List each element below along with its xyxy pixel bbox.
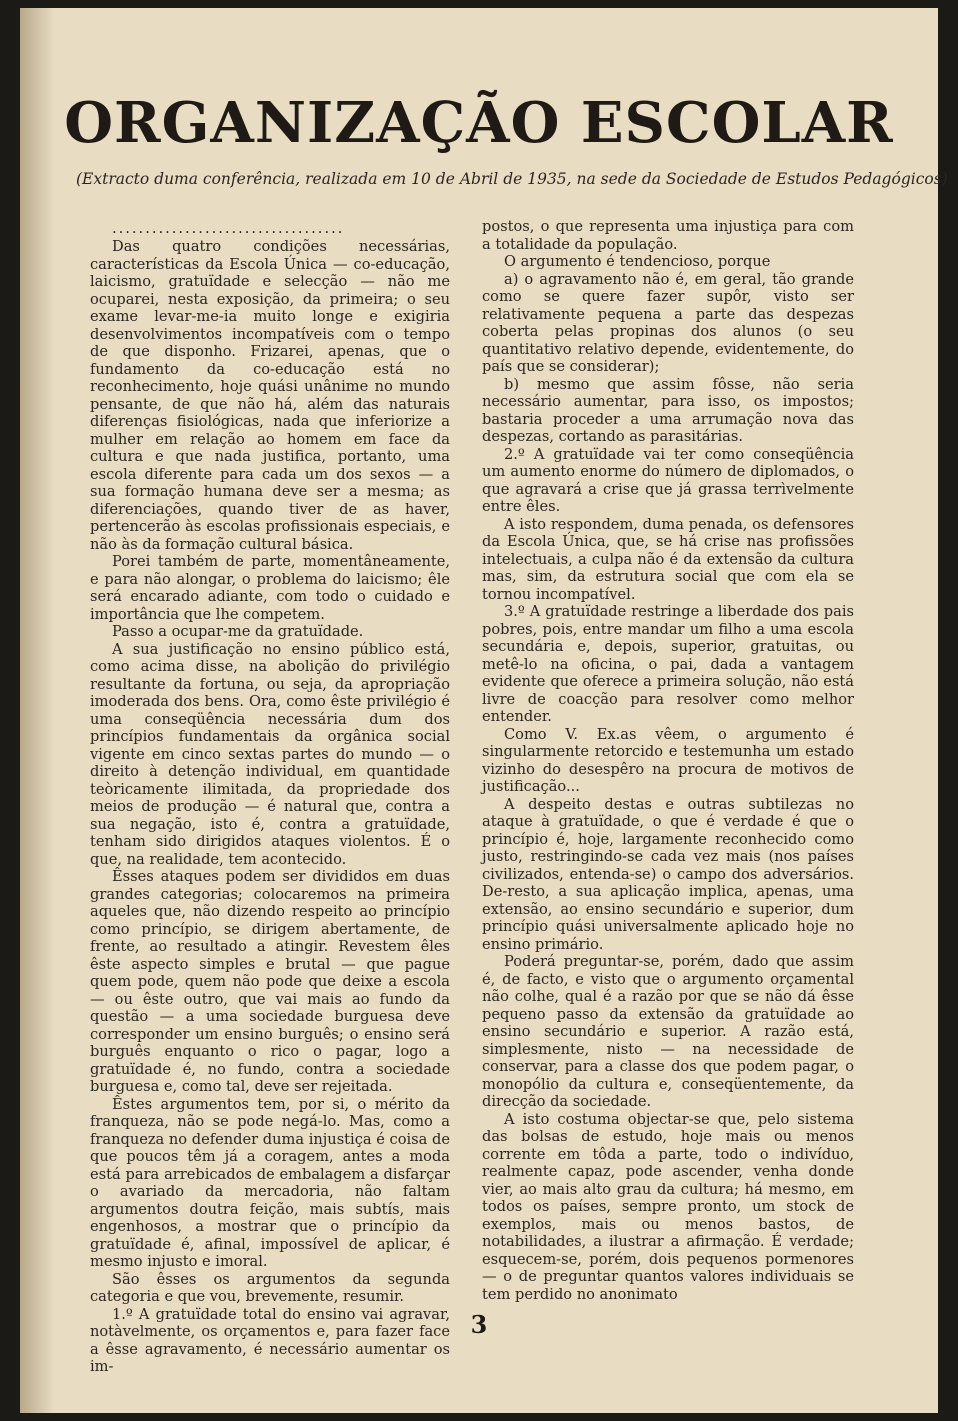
paragraph: Das quatro condições necessárias, características da Escola Única — co-educação, laicismo, gratuïdade e selecção — não me ocuparei, nesta exposição, da primeira; o seu exame levar-me-ia muito longe e exigiria desenvolvimentos incompatíveis com o tempo de que disponho. Frizarei, apenas, que o fundamento da co-educação está no reconhecimento, hoje quási unânime no mundo pensante, de que não há, além das naturais diferenças fisiológicas, nada que inferiorize a mulher em relação ao homem em face da cultura e que nada justifica, portanto, uma escola diferente para cada um dos sexos — a sua formação humana deve ser a mesma; as diferenciações, quando tiver de as haver, pertencerão às escolas profissionais especiais, e não às da formação cultural básica. (90, 238, 450, 553)
paragraph: Porei também de parte, momentâneamente, e para não alongar, o problema do laicismo; êle será encarado adiante, com todo o cuidado e importância que lhe competem. (90, 553, 450, 623)
page-spine-shadow (20, 8, 54, 1413)
paragraph: 3.º A gratuïdade restringe a liberdade dos pais pobres, pois, entre mandar um filho a uma escola secundária e, depois, superior, gratuitas, ou metê-lo na oficina, o pai, dada a vantagem evidente que oferece a primeira solução, não está livre de coacção para resolver como melhor entender. (482, 603, 854, 725)
paragraph: 2.º A gratuïdade vai ter como conseqüência um aumento enorme do número de diplomados, o que agravará a crise que já grassa terrìvelmente entre êles. (482, 445, 854, 515)
paragraph: b) mesmo que assim fôsse, não seria necessário aumentar, para isso, os impostos; bastaria proceder a uma arrumação nova das despezas, cortando as parasitárias. (482, 375, 854, 445)
left-text-column (90, 220, 450, 1376)
right-text-column (482, 218, 854, 1303)
paragraph: 1.º A gratuïdade total do ensino vai agravar, notàvelmente, os orçamentos e, para fazer face a êsse agravamento, é necessário aumentar os im- (90, 1305, 450, 1375)
paragraph: Êstes argumentos tem, por si, o mérito da franqueza, não se pode negá-lo. Mas, como a franqueza no defender duma injustiça é coisa de que poucos têm já a coragem, antes a moda está para arrebicados de embalagem a disfarçar o avariado da mercadoria, não faltam argumentos doutra feição, mais subtís, mais engenhosos, a mostrar que o princípio da gratuïdade é, afinal, impossível de aplicar, é mesmo injusto e imoral. (90, 1095, 450, 1270)
page-number: 3 (470, 1310, 488, 1339)
paragraph: A sua justificação no ensino público está, como acima disse, na abolição do privilégio resultante da fortuna, ou seja, da apropriação imoderada dos bens. Ora, como êste privilégio é uma conseqüência necessária dum dos princípios fundamentais da orgânica social vigente em cinco sextas partes do mundo — o direito à detenção individual, em quantidade teòricamente ilimitada, da propriedade dos meios de produção — é natural que, contra a sua negação, isto é, contra a gratuïdade, tenham sido dirigidos ataques violentos. É o que, na realidade, tem acontecido. (90, 640, 450, 868)
paragraph: postos, o que representa uma injustiça para com a totalidade da população. (482, 218, 854, 253)
paragraph: A isto respondem, duma penada, os defensores da Escola Única, que, se há crise nas profissões intelectuais, a culpa não é da extensão da cultura mas, sim, da estrutura social que com ela se tornou incompatível. (482, 515, 854, 603)
article-title: ORGANIZAÇÃO ESCOLAR (64, 90, 894, 156)
paragraph: a) o agravamento não é, em geral, tão grande como se quere fazer supôr, visto ser relativamente pequena a parte das despezas coberta pelas propinas dos alunos (o seu quantitativo relativo depende, evidentemente, do país que se considerar); (482, 270, 854, 375)
article-subtitle: (Extracto duma conferência, realizada em 10 de Abril de 1935, na sede da Sociedade de Estudos Pedagógicos) (76, 170, 948, 188)
paragraph: O argumento é tendencioso, porque (504, 253, 771, 270)
paragraph: Êsses ataques podem ser divididos em duas grandes categorias; colocaremos na primeira aqueles que, não dizendo respeito ao princípio como princípio, se dirigem abertamente, de frente, ao resultado a atingir. Revestem êles êste aspecto simples e brutal — que pague quem pode, quem não pode que deixe a escola — ou êste outro, que vai mais ao fundo da questão — a uma sociedade burguesa deve corresponder um ensino burguês; o ensino será burguês enquanto o rico o pagar, logo a gratuïdade é, no fundo, contra a sociedade burguesa e, como tal, deve ser rejeitada. (90, 868, 450, 1095)
paragraph: Como V. Ex.as vêem, o argumento é singularmente retorcido e testemunha um estado vizinho do desespêro na procura de motivos de justificação... (482, 725, 854, 795)
paragraph: A despeito destas e outras subtilezas no ataque à gratuïdade, o que é verdade é que o princípio é, hoje, largamente reconhecido como justo, restringindo-se cada vez mais (nos países civilizados, entenda-se) o campo dos adversários. De-resto, a sua aplicação implica, apenas, uma extensão, ao ensino secundário e superior, dum princípio quási universalmente aplicado hoje no ensino primário. (482, 795, 854, 953)
ellipsis-line: ................................... (112, 220, 345, 237)
paragraph: São êsses os argumentos da segunda categoria e que vou, brevemente, resumir. (90, 1270, 450, 1305)
paragraph: Poderá preguntar-se, porém, dado que assim é, de facto, e visto que o argumento orçamental não colhe, qual é a razão por que se não dá êsse pequeno passo da extensão da gratuïdade ao ensino secundário e superior. A razão está, simplesmente, nisto — na necessidade de conservar, para a classe dos que podem pagar, o monopólio da cultura e, conseqüentemente, da direcção da sociedade. (482, 953, 854, 1110)
paragraph: Passo a ocupar-me da gratuïdade. (112, 623, 364, 640)
magazine-page (20, 8, 948, 1413)
paragraph: A isto costuma objectar-se que, pelo sistema das bolsas de estudo, hoje mais ou menos corrente em tôda a parte, todo o indivíduo, realmente capaz, pode ascender, venha donde vier, ao mais alto grau da cultura; há mesmo, em todos os países, sempre pronto, um stock de exemplos, mais ou menos bastos, de notabilidades, a ilustrar a afirmação. É verdade; esquecem-se, porém, dois pequenos pormenores — o de preguntar quantos valores individuais se tem perdido no anonimato (482, 1110, 854, 1303)
